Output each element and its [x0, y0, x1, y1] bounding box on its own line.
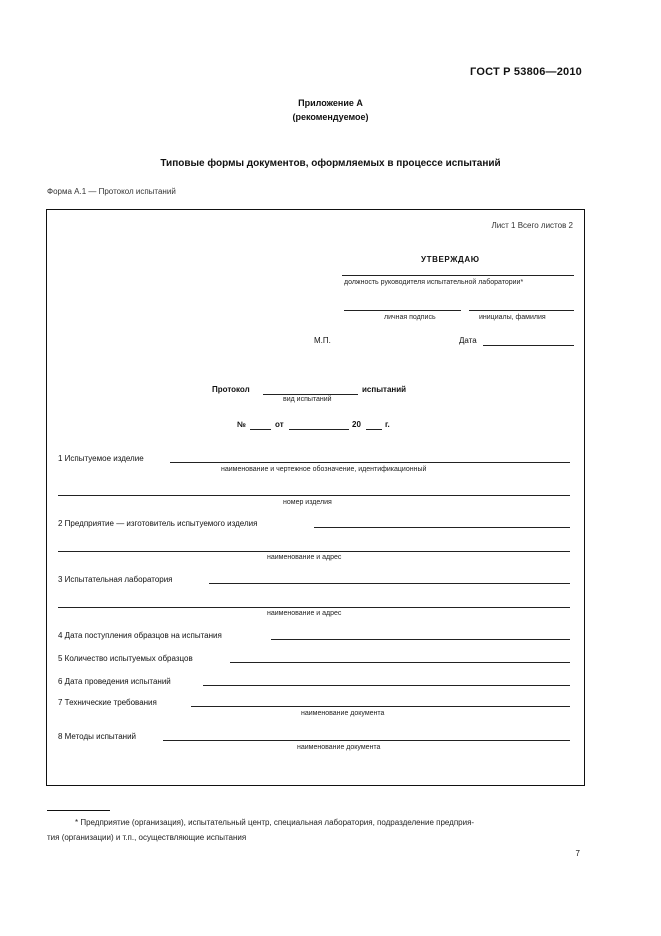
requirements-caption: наименование документа	[301, 710, 385, 717]
laboratory-caption: наименование и адрес	[267, 610, 342, 617]
signature-caption: личная подпись	[384, 314, 436, 321]
product-line-2[interactable]	[58, 495, 570, 496]
sheet-counter: Лист 1 Всего листов 2	[491, 221, 573, 230]
requirements-line[interactable]	[191, 706, 570, 707]
approve-heading: УТВЕРЖДАЮ	[421, 255, 480, 264]
methods-caption: наименование документа	[297, 744, 381, 751]
signature-line[interactable]	[344, 310, 461, 311]
footnote-line-1: * Предприятие (организация), испытательный центр, специальная лаборатория, подразделение предприя-	[75, 818, 475, 827]
date-label: Дата	[459, 336, 477, 345]
appendix-heading	[0, 96, 661, 124]
test-type-line[interactable]	[263, 394, 358, 395]
footnote-line-2: тия (организации) и т.п., осуществляющие испытания	[47, 833, 247, 842]
initials-caption: инициалы, фамилия	[479, 314, 546, 321]
product-caption: наименование и чертежное обозначение, идентификационный	[221, 466, 427, 473]
number-sign: №	[237, 420, 246, 429]
test-dates-line[interactable]	[203, 685, 570, 686]
item-sample-count: 5 Количество испытуемых образцов	[58, 654, 193, 663]
position-caption: должность руководителя испытательной лаборатории*	[344, 279, 524, 286]
stamp-label: М.П.	[314, 336, 331, 345]
item-receipt-date: 4 Дата поступления образцов на испытания	[58, 631, 222, 640]
laboratory-line[interactable]	[209, 583, 570, 584]
standard-number: ГОСТ Р 53806—2010	[470, 66, 582, 78]
year-suffix: г.	[385, 420, 390, 429]
form-label: Форма А.1 — Протокол испытаний	[47, 187, 176, 196]
receipt-date-line[interactable]	[271, 639, 570, 640]
manufacturer-line-2[interactable]	[58, 551, 570, 552]
manufacturer-caption: наименование и адрес	[267, 554, 342, 561]
item-laboratory: 3 Испытательная лаборатория	[58, 575, 173, 584]
methods-line[interactable]	[163, 740, 570, 741]
laboratory-line-2[interactable]	[58, 607, 570, 608]
page-number: 7	[575, 849, 580, 858]
protocol-word: Протокол	[212, 385, 250, 394]
section-title: Типовые формы документов, оформляемых в процессе испытаний	[160, 158, 501, 169]
manufacturer-line[interactable]	[314, 527, 570, 528]
item-technical-requirements: 7 Технические требования	[58, 698, 157, 707]
product-line[interactable]	[170, 462, 570, 463]
position-line[interactable]	[342, 275, 574, 276]
appendix-subtitle: (рекомендуемое)	[292, 112, 369, 122]
protocol-date-line[interactable]	[289, 429, 349, 430]
appendix-title: Приложение А	[298, 98, 363, 108]
product-caption-2: номер изделия	[283, 499, 332, 506]
protocol-form	[46, 209, 585, 786]
test-type-caption: вид испытаний	[283, 396, 332, 403]
footnote-rule	[47, 810, 110, 811]
sample-count-line[interactable]	[230, 662, 570, 663]
initials-line[interactable]	[469, 310, 574, 311]
protocol-number-line[interactable]	[250, 429, 271, 430]
item-test-methods: 8 Методы испытаний	[58, 732, 137, 741]
from-word: от	[275, 420, 284, 429]
tests-word: испытаний	[362, 385, 407, 394]
year-line[interactable]	[366, 429, 382, 430]
year-prefix: 20	[352, 420, 361, 429]
date-line[interactable]	[483, 345, 574, 346]
item-tested-product: 1 Испытуемое изделие	[58, 454, 144, 463]
item-manufacturer: 2 Предприятие — изготовитель испытуемого изделия	[58, 519, 258, 528]
item-test-dates: 6 Дата проведения испытаний	[58, 677, 171, 686]
